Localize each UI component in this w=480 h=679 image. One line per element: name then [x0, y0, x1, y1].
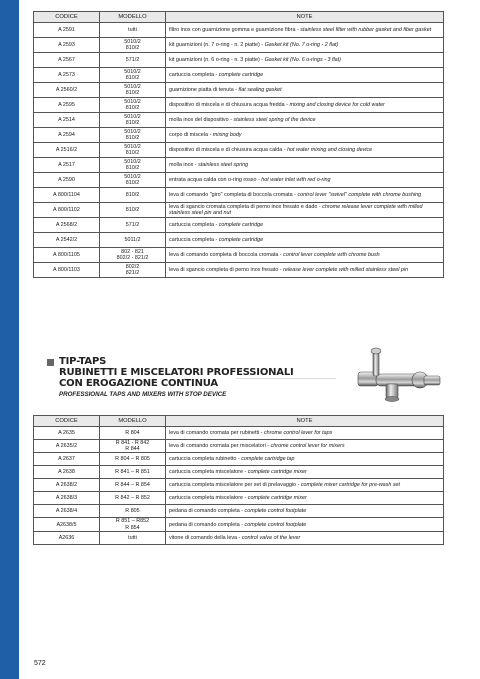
note-italian: cartuccia completa -	[169, 71, 219, 78]
note-italian: molla inox -	[169, 161, 199, 168]
note-italian: leva di comando cromata per rubinetti -	[169, 429, 264, 436]
section-title-line-1: TIP-TAPS	[59, 356, 107, 367]
model-value: 5010/2	[124, 83, 141, 90]
model-value: tutti	[128, 26, 137, 33]
cell-model	[100, 23, 166, 38]
section-title-line-3: CON EROGAZIONE CONTINUA	[59, 378, 218, 389]
note-english: Gasket kit (No. 7 o-ring - 2 flat)	[264, 41, 339, 48]
cell-model	[100, 113, 166, 128]
cell-model	[100, 158, 166, 173]
cell-model	[100, 518, 166, 531]
note-italian: pedana di comando completa -	[169, 521, 245, 528]
note-english: control valve of the lever	[241, 534, 301, 541]
table-row	[34, 113, 444, 128]
note-english: complete cartridge mixer	[247, 495, 307, 502]
model-value: 5010/2	[124, 113, 141, 120]
model-value: 810/2	[125, 90, 140, 96]
cell-code: A 2638	[34, 466, 100, 479]
note-english: hot water inlet with red o-ring	[261, 176, 331, 183]
table-row	[34, 218, 444, 233]
model-value: R 844	[125, 446, 140, 453]
header-model: MODELLO	[100, 12, 166, 23]
table-row	[34, 38, 444, 53]
cell-note	[166, 427, 444, 440]
cell-note	[166, 218, 444, 233]
cell-code: A 2517	[34, 158, 100, 173]
sidebar-band	[0, 0, 19, 679]
table-row	[34, 440, 444, 453]
note-english: complete cartridge	[218, 71, 264, 78]
note-english: Gasket kit (No. 6 o-rings - 3 flat)	[264, 56, 341, 63]
cell-model	[100, 53, 166, 68]
model-value: 810/2	[125, 206, 140, 213]
model-value: R 854	[125, 524, 140, 531]
table1-body	[34, 23, 444, 278]
model-value: 810/2	[125, 45, 140, 51]
cell-code: A 2635/2	[34, 440, 100, 453]
note-english: complete control footplate	[244, 521, 307, 528]
cell-note	[166, 248, 444, 263]
note-italian: leva di comando "giro" completa di boccola cromata -	[169, 191, 298, 198]
cell-model	[100, 68, 166, 83]
note-english: chrome control lever for mixers	[270, 443, 345, 450]
table-row	[34, 173, 444, 188]
cell-note	[166, 263, 444, 278]
table-header-row	[34, 416, 444, 427]
parts-table-1	[33, 11, 444, 278]
cell-code: A2638/5	[34, 518, 100, 531]
cell-note	[166, 23, 444, 38]
cell-code: A 800/1104	[34, 188, 100, 203]
cell-code: A 2514	[34, 113, 100, 128]
header-code: CODICE	[34, 416, 100, 427]
note-english: control lever complete with chrome bush	[283, 251, 380, 258]
note-english: control lever "swivel" complete with chrome bushing	[297, 191, 422, 198]
cell-note	[166, 518, 444, 531]
table-row	[34, 98, 444, 113]
cell-code: A 2567	[34, 53, 100, 68]
table-row	[34, 143, 444, 158]
section-divider	[236, 378, 336, 379]
note-italian: pedana di comando completa -	[169, 508, 245, 515]
cell-note	[166, 505, 444, 518]
cell-code: A 800/1102	[34, 203, 100, 218]
note-italian: cartuccia completa -	[169, 236, 219, 243]
cell-model	[100, 440, 166, 453]
model-value: R 851 – R852	[115, 518, 150, 525]
note-italian: leva di sgancio cromata completa di perno inox fresato e dado -	[169, 203, 323, 210]
cell-note	[166, 453, 444, 466]
model-value: R 844 – R 854	[115, 482, 150, 489]
model-value: R 804	[125, 429, 140, 436]
cell-note	[166, 531, 444, 544]
model-value: 810/2	[125, 120, 140, 126]
table-row	[34, 248, 444, 263]
note-english: mixing body	[212, 131, 242, 138]
cell-model	[100, 479, 166, 492]
cell-model	[100, 218, 166, 233]
model-value: 810/2	[125, 191, 140, 198]
table-row	[34, 531, 444, 544]
cell-note	[166, 68, 444, 83]
note-italian: kit guarnizioni (n. 6 o-ring - n. 3 piatte) -	[169, 56, 265, 63]
model-value: 5010/2	[124, 98, 141, 105]
note-english: flat sealing gasket	[238, 86, 282, 93]
model-value: 802 - 821	[121, 248, 144, 255]
model-value: R 841 – R 851	[115, 469, 150, 476]
cell-code: A 2638/3	[34, 492, 100, 505]
note-english: chrome control lever for taps	[263, 429, 333, 436]
model-value: R 804 – R 805	[115, 456, 150, 463]
cell-note	[166, 128, 444, 143]
cell-code: A2636	[34, 531, 100, 544]
cell-note	[166, 113, 444, 128]
note-italian: leva di comando cromata per miscelatori -	[169, 443, 271, 450]
cell-code: A 2590	[34, 173, 100, 188]
cell-code: A 2516/2	[34, 143, 100, 158]
note-italian: dispositivo di miscela e di chiusura acqua fredda -	[169, 101, 290, 108]
model-value: 810/2	[125, 165, 140, 171]
section-bullet-icon	[47, 359, 54, 366]
table-row	[34, 233, 444, 248]
note-italian: guarnizione piatta di tenuta -	[169, 86, 239, 93]
model-value: 571/2	[125, 56, 140, 63]
note-english: complete cartridge mixer	[247, 469, 307, 476]
cell-code: A 800/1105	[34, 248, 100, 263]
table2-body	[34, 427, 444, 545]
cell-code: A 2638/2	[34, 479, 100, 492]
model-value: R 805	[125, 508, 140, 515]
cell-model	[100, 263, 166, 278]
page-number: 572	[34, 660, 46, 667]
cell-model	[100, 531, 166, 544]
note-italian: leva di comando completa di boccola cromata -	[169, 251, 284, 258]
note-english: complete cartridge	[218, 236, 264, 243]
model-value: 5010/2	[124, 158, 141, 165]
model-value: 810/2	[125, 180, 140, 186]
table-row	[34, 427, 444, 440]
note-english: chrome release lever complete with milled stainless steel pin and nut	[169, 203, 423, 216]
cell-note	[166, 440, 444, 453]
cell-model	[100, 248, 166, 263]
cell-note	[166, 98, 444, 113]
note-english: complete mixer cartridge for pre-wash set	[300, 482, 401, 489]
cell-note	[166, 143, 444, 158]
note-italian: cartuccia completa -	[169, 221, 219, 228]
note-english: stainless steel spring	[198, 161, 249, 168]
table-header-row	[34, 12, 444, 23]
cell-note	[166, 466, 444, 479]
model-value: 5011/2	[124, 236, 141, 243]
cell-model	[100, 83, 166, 98]
note-italian: vitone di comando della leva -	[169, 534, 242, 541]
model-value: 802/2	[125, 263, 140, 270]
model-value: 5010/2	[124, 38, 141, 45]
cell-note	[166, 492, 444, 505]
cell-model	[100, 128, 166, 143]
note-italian: entrata acqua calda con o-ring rosso -	[169, 176, 262, 183]
cell-note	[166, 233, 444, 248]
cell-model	[100, 492, 166, 505]
table-row	[34, 518, 444, 531]
cell-model	[100, 173, 166, 188]
note-english: hot water mixing and closing device	[287, 146, 373, 153]
table-row	[34, 188, 444, 203]
cell-model	[100, 466, 166, 479]
model-value: 571/2	[125, 221, 140, 228]
cell-code: A 2595	[34, 98, 100, 113]
note-italian: cartuccia completa rubinetto -	[169, 456, 242, 463]
table-row	[34, 453, 444, 466]
table-row	[34, 492, 444, 505]
table-row	[34, 83, 444, 98]
table-row	[34, 68, 444, 83]
model-value: 821/2	[125, 270, 140, 276]
cell-model	[100, 453, 166, 466]
note-italian: cartuccia completa miscelatore -	[169, 469, 248, 476]
model-value: 5010/2	[124, 173, 141, 180]
note-italian: filtro inox con guarnizione gomma e guarnizione fibra -	[169, 26, 301, 33]
cell-code: A 2635	[34, 427, 100, 440]
cell-model	[100, 98, 166, 113]
cell-model	[100, 203, 166, 218]
cell-code: A 2560/2	[34, 83, 100, 98]
note-italian: dispositivo di miscela e di chiusura acqua calda -	[169, 146, 288, 153]
note-english: stainless steel spring of the device	[233, 116, 316, 123]
model-value: tutti	[128, 534, 137, 541]
note-english: complete control footplate	[244, 508, 307, 515]
model-value: R 842 – R 852	[115, 495, 150, 502]
cell-note	[166, 158, 444, 173]
cell-model	[100, 427, 166, 440]
table-row	[34, 263, 444, 278]
cell-note	[166, 188, 444, 203]
cell-code: A 2591	[34, 23, 100, 38]
cell-code: A 2568/2	[34, 218, 100, 233]
table-row	[34, 53, 444, 68]
table-row	[34, 466, 444, 479]
model-value: 810/2	[125, 105, 140, 111]
cell-model	[100, 143, 166, 158]
model-value: R 841 - R 842	[115, 440, 150, 446]
model-value: 5010/2	[124, 143, 141, 150]
note-italian: cartuccia completa miscelatore -	[169, 495, 248, 502]
cell-note	[166, 53, 444, 68]
table-row	[34, 203, 444, 218]
note-english: complete cartridge	[218, 221, 264, 228]
note-english: complete cartridge tap	[241, 456, 295, 463]
cell-code: A 2593	[34, 38, 100, 53]
model-value: 810/2	[125, 135, 140, 141]
note-italian: kit guarnizioni (n. 7 o-ring - n. 2 piatte) -	[169, 41, 265, 48]
cell-note	[166, 203, 444, 218]
cell-code: A 800/1103	[34, 263, 100, 278]
cell-model	[100, 505, 166, 518]
model-value: 810/2	[125, 75, 140, 81]
model-value: 802/2 - 821/2	[116, 255, 149, 261]
table-row	[34, 158, 444, 173]
note-english: mixing and closing device for cold water	[289, 101, 385, 108]
cell-note	[166, 479, 444, 492]
cell-code: A 2638/4	[34, 505, 100, 518]
note-italian: molla inox del dispositivo -	[169, 116, 234, 123]
table-row	[34, 479, 444, 492]
header-note: NOTE	[166, 416, 444, 427]
cell-model	[100, 38, 166, 53]
cell-note	[166, 38, 444, 53]
cell-code: A 2637	[34, 453, 100, 466]
cell-note	[166, 83, 444, 98]
model-value: 5010/2	[124, 128, 141, 135]
cell-code: A 2573	[34, 68, 100, 83]
parts-table-2	[33, 415, 444, 545]
header-model: MODELLO	[100, 416, 166, 427]
model-value: 5010/2	[124, 68, 141, 75]
cell-model	[100, 233, 166, 248]
tap-mixer-image	[356, 346, 446, 406]
header-note: NOTE	[166, 12, 444, 23]
cell-code: A 2542/2	[34, 233, 100, 248]
table-row	[34, 505, 444, 518]
section-title-line-2: RUBINETTI E MISCELATORI PROFESSIONALI	[59, 367, 294, 378]
section-subtitle: PROFESSIONAL TAPS AND MIXERS WITH STOP DEVICE	[59, 391, 227, 398]
cell-note	[166, 173, 444, 188]
cell-code: A 2594	[34, 128, 100, 143]
note-english: stainless steel filter with rubber gasket and fiber gasket	[300, 26, 432, 33]
table-row	[34, 128, 444, 143]
note-italian: corpo di miscela -	[169, 131, 213, 138]
note-italian: cartuccia completa miscelatore per set di prelavaggio -	[169, 482, 301, 489]
table-row	[34, 23, 444, 38]
cell-model	[100, 188, 166, 203]
note-english: release lever complete with milled stainless steel pin	[283, 266, 409, 273]
note-italian: leva di sgancio completa di perno inox fresato -	[169, 266, 284, 273]
model-value: 810/2	[125, 150, 140, 156]
header-code: CODICE	[34, 12, 100, 23]
